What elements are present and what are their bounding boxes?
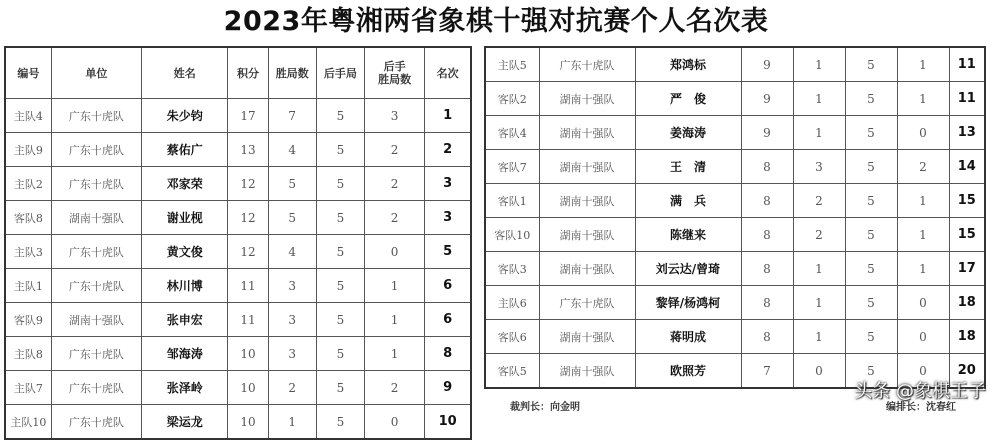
cell-points: 10 — [228, 337, 268, 371]
table-row — [485, 47, 985, 82]
referee-signature — [510, 398, 580, 413]
cell-black-games: 5 — [845, 82, 897, 116]
cell-black-games: 5 — [845, 320, 897, 354]
table-row — [485, 82, 985, 116]
table-row — [5, 133, 471, 167]
cell-name: 朱少钧 — [142, 99, 228, 133]
cell-name: 欧照芳 — [635, 354, 741, 389]
cell-name: 严 俊 — [635, 82, 741, 116]
cell-wins: 5 — [268, 167, 316, 201]
table-row — [5, 167, 471, 201]
header-rank: 名次 — [425, 47, 471, 99]
cell-id: 主队4 — [5, 99, 51, 133]
cell-unit: 广东十虎队 — [51, 167, 141, 201]
cell-id: 客队1 — [485, 184, 539, 218]
table-row — [485, 184, 985, 218]
table-row — [5, 99, 471, 133]
cell-id: 客队9 — [5, 303, 51, 337]
cell-id: 客队5 — [485, 354, 539, 389]
cell-black-wins: 3 — [365, 99, 425, 133]
cell-points: 11 — [228, 303, 268, 337]
cell-unit: 湖南十强队 — [51, 303, 141, 337]
cell-wins: 4 — [268, 235, 316, 269]
table-row — [5, 303, 471, 337]
table-row — [5, 201, 471, 235]
header-name: 姓名 — [142, 47, 228, 99]
cell-name: 姜海涛 — [635, 116, 741, 150]
cell-name: 蒋明成 — [635, 320, 741, 354]
cell-id: 主队8 — [5, 337, 51, 371]
cell-black-games: 5 — [316, 303, 364, 337]
cell-id: 客队4 — [485, 116, 539, 150]
cell-rank: 3 — [425, 201, 471, 235]
cell-rank: 6 — [425, 269, 471, 303]
cell-black-games: 5 — [316, 371, 364, 405]
cell-name: 黄文俊 — [142, 235, 228, 269]
cell-black-games: 5 — [316, 269, 364, 303]
referee-label: 裁判长： — [510, 402, 550, 413]
cell-black-wins: 2 — [365, 133, 425, 167]
cell-unit: 湖南十强队 — [539, 218, 635, 252]
cell-rank: 17 — [949, 252, 985, 286]
cell-wins: 1 — [793, 320, 845, 354]
cell-unit: 广东十虎队 — [51, 371, 141, 405]
cell-name: 黎铎/杨鸿柯 — [635, 286, 741, 320]
cell-black-games: 5 — [316, 167, 364, 201]
header-wins: 胜局数 — [268, 47, 316, 99]
cell-id: 主队9 — [5, 133, 51, 167]
cell-wins: 4 — [268, 133, 316, 167]
table-row — [485, 252, 985, 286]
cell-rank: 10 — [425, 405, 471, 440]
header-black-games: 后手局 — [316, 47, 364, 99]
cell-wins: 1 — [793, 286, 845, 320]
cell-black-wins: 1 — [897, 47, 949, 82]
cell-name: 王 清 — [635, 150, 741, 184]
cell-black-games: 5 — [316, 405, 364, 440]
cell-black-wins: 2 — [365, 371, 425, 405]
cell-rank: 2 — [425, 133, 471, 167]
table-row — [485, 286, 985, 320]
cell-unit: 湖南十强队 — [539, 252, 635, 286]
page-title: 2023年粤湘两省象棋十强对抗赛个人名次表 — [223, 6, 769, 37]
cell-rank: 15 — [949, 184, 985, 218]
cell-id: 主队6 — [485, 286, 539, 320]
cell-unit: 湖南十强队 — [539, 320, 635, 354]
cell-wins: 3 — [268, 303, 316, 337]
cell-points: 8 — [741, 252, 793, 286]
cell-black-wins: 2 — [365, 201, 425, 235]
cell-black-wins: 1 — [897, 82, 949, 116]
cell-black-games: 5 — [845, 286, 897, 320]
cell-unit: 湖南十强队 — [51, 201, 141, 235]
cell-rank: 8 — [425, 337, 471, 371]
cell-name: 张申宏 — [142, 303, 228, 337]
cell-wins: 3 — [268, 269, 316, 303]
cell-name: 刘云达/曾琦 — [635, 252, 741, 286]
cell-black-wins: 0 — [897, 354, 949, 389]
cell-rank: 18 — [949, 320, 985, 354]
cell-black-games: 5 — [316, 337, 364, 371]
cell-points: 9 — [741, 116, 793, 150]
cell-points: 9 — [741, 82, 793, 116]
cell-points: 7 — [741, 354, 793, 389]
cell-id: 客队2 — [485, 82, 539, 116]
cell-wins: 3 — [793, 150, 845, 184]
cell-unit: 广东十虎队 — [51, 235, 141, 269]
cell-black-games: 5 — [845, 116, 897, 150]
cell-black-games: 5 — [845, 184, 897, 218]
header-id: 编号 — [5, 47, 51, 99]
cell-points: 13 — [228, 133, 268, 167]
cell-name: 谢业枧 — [142, 201, 228, 235]
cell-black-games: 5 — [845, 354, 897, 389]
cell-name: 林川博 — [142, 269, 228, 303]
cell-name: 郑鸿标 — [635, 47, 741, 82]
cell-id: 客队7 — [485, 150, 539, 184]
cell-id: 客队10 — [485, 218, 539, 252]
cell-rank: 5 — [425, 235, 471, 269]
cell-black-wins: 1 — [897, 184, 949, 218]
cell-black-wins: 0 — [897, 320, 949, 354]
cell-rank: 3 — [425, 167, 471, 201]
cell-points: 8 — [741, 150, 793, 184]
cell-unit: 广东十虎队 — [51, 269, 141, 303]
cell-black-games: 5 — [845, 150, 897, 184]
cell-points: 12 — [228, 235, 268, 269]
cell-wins: 2 — [268, 371, 316, 405]
cell-rank: 13 — [949, 116, 985, 150]
table-row — [5, 235, 471, 269]
cell-black-wins: 0 — [365, 405, 425, 440]
cell-black-games: 5 — [845, 218, 897, 252]
cell-rank: 6 — [425, 303, 471, 337]
header-points: 积分 — [228, 47, 268, 99]
table-row — [485, 116, 985, 150]
watermark: 头条 @象棋王子 — [854, 381, 986, 402]
cell-black-games: 5 — [845, 252, 897, 286]
cell-id: 主队1 — [5, 269, 51, 303]
table-row — [5, 269, 471, 303]
cell-unit: 广东十虎队 — [51, 337, 141, 371]
cell-black-games: 5 — [316, 235, 364, 269]
table-header-row — [5, 47, 471, 99]
table-row — [5, 405, 471, 440]
cell-wins: 1 — [793, 47, 845, 82]
cell-rank: 11 — [949, 47, 985, 82]
cell-black-wins: 1 — [365, 269, 425, 303]
cell-points: 8 — [741, 286, 793, 320]
cell-black-wins: 1 — [365, 337, 425, 371]
cell-unit: 湖南十强队 — [539, 82, 635, 116]
cell-black-wins: 1 — [897, 252, 949, 286]
cell-wins: 2 — [793, 218, 845, 252]
cell-points: 12 — [228, 167, 268, 201]
cell-wins: 1 — [793, 116, 845, 150]
cell-name: 满 兵 — [635, 184, 741, 218]
cell-unit: 广东十虎队 — [51, 133, 141, 167]
table-row — [5, 371, 471, 405]
cell-points: 10 — [228, 405, 268, 440]
table-row — [485, 150, 985, 184]
cell-points: 8 — [741, 320, 793, 354]
cell-black-wins: 0 — [897, 286, 949, 320]
cell-rank: 1 — [425, 99, 471, 133]
cell-wins: 1 — [793, 82, 845, 116]
cell-points: 9 — [741, 47, 793, 82]
cell-id: 主队10 — [5, 405, 51, 440]
cell-wins: 2 — [793, 184, 845, 218]
recorder-label: 编排长： — [886, 402, 926, 413]
cell-name: 张泽岭 — [142, 371, 228, 405]
cell-unit: 湖南十强队 — [539, 354, 635, 389]
table-row — [5, 337, 471, 371]
cell-black-wins: 0 — [365, 235, 425, 269]
cell-name: 邹海涛 — [142, 337, 228, 371]
ranking-table-left — [4, 46, 472, 440]
cell-rank: 18 — [949, 286, 985, 320]
cell-black-wins: 0 — [897, 116, 949, 150]
cell-name: 陈继来 — [635, 218, 741, 252]
cell-black-games: 5 — [316, 99, 364, 133]
cell-rank: 14 — [949, 150, 985, 184]
cell-points: 12 — [228, 201, 268, 235]
cell-points: 8 — [741, 184, 793, 218]
cell-unit: 广东十虎队 — [51, 99, 141, 133]
cell-rank: 15 — [949, 218, 985, 252]
cell-black-games: 5 — [316, 201, 364, 235]
cell-points: 10 — [228, 371, 268, 405]
cell-id: 客队3 — [485, 252, 539, 286]
cell-wins: 5 — [268, 201, 316, 235]
cell-rank: 9 — [425, 371, 471, 405]
ranking-table-right — [484, 46, 986, 389]
cell-name: 蔡佑广 — [142, 133, 228, 167]
cell-id: 主队3 — [5, 235, 51, 269]
cell-name: 邓家荣 — [142, 167, 228, 201]
cell-black-wins: 2 — [365, 167, 425, 201]
cell-unit: 广东十虎队 — [539, 286, 635, 320]
cell-unit: 广东十虎队 — [539, 47, 635, 82]
cell-black-games: 5 — [316, 133, 364, 167]
cell-wins: 0 — [793, 354, 845, 389]
cell-id: 主队7 — [5, 371, 51, 405]
header-black-wins: 后手 胜局数 — [365, 47, 425, 99]
cell-rank: 11 — [949, 82, 985, 116]
cell-points: 11 — [228, 269, 268, 303]
cell-points: 17 — [228, 99, 268, 133]
cell-id: 主队2 — [5, 167, 51, 201]
cell-unit: 湖南十强队 — [539, 184, 635, 218]
cell-wins: 3 — [268, 337, 316, 371]
table-row — [485, 218, 985, 252]
cell-black-games: 5 — [845, 47, 897, 82]
table-row — [485, 320, 985, 354]
cell-points: 8 — [741, 218, 793, 252]
cell-black-wins: 2 — [897, 150, 949, 184]
recorder-name: 沈春红 — [926, 402, 956, 413]
cell-name: 梁运龙 — [142, 405, 228, 440]
cell-wins: 1 — [793, 252, 845, 286]
cell-rank: 20 — [949, 354, 985, 389]
cell-black-wins: 1 — [365, 303, 425, 337]
referee-name: 向金明 — [550, 402, 580, 413]
cell-id: 主队5 — [485, 47, 539, 82]
cell-wins: 7 — [268, 99, 316, 133]
cell-unit: 广东十虎队 — [51, 405, 141, 440]
cell-id: 客队8 — [5, 201, 51, 235]
cell-black-wins: 1 — [897, 218, 949, 252]
cell-wins: 1 — [268, 405, 316, 440]
cell-unit: 湖南十强队 — [539, 150, 635, 184]
cell-unit: 湖南十强队 — [539, 116, 635, 150]
header-unit: 单位 — [51, 47, 141, 99]
cell-id: 客队6 — [485, 320, 539, 354]
